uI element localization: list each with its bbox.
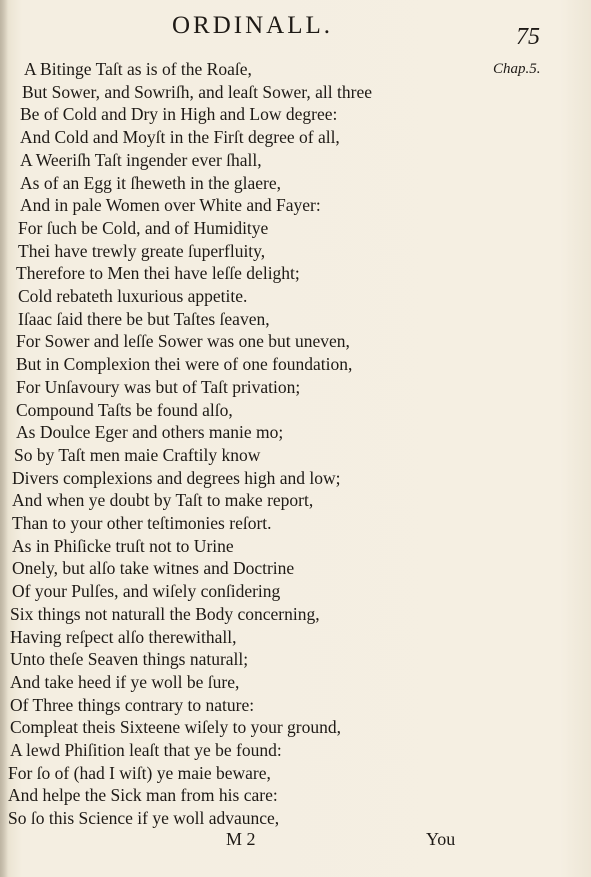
catchword: You	[426, 829, 456, 849]
verse-line: Compleat theis Sixteene wiſely to your ground,	[10, 717, 341, 738]
page-number: 75	[516, 24, 540, 50]
verse-line: Six things not naturall the Body concerning,	[10, 603, 320, 624]
verse-line: Of Three things contrary to nature:	[10, 694, 255, 715]
verse-line: But Sower, and Sowriſh, and leaſt Sower, all three	[22, 81, 372, 102]
verse-line: And take heed if ye woll be ſure,	[10, 671, 240, 692]
verse-line: And in pale Women over White and Fayer:	[20, 195, 321, 216]
gutter-shadow	[0, 0, 8, 877]
verse-line: For ſo of (had I wiſt) ye maie beware,	[8, 762, 271, 783]
verse-line: Than to your other teſtimonies reſort.	[12, 513, 272, 533]
verse-line: Be of Cold and Dry in High and Low degree:	[20, 104, 338, 125]
signature-mark: M 2	[226, 829, 256, 849]
verse-line: A Weeriſh Taſt ingender ever ſhall,	[20, 149, 262, 170]
verse-line: A Bitinge Taſt as is of the Roaſe,	[24, 59, 252, 79]
verse-line: For Unſavoury was but of Taſt privation;	[16, 376, 301, 397]
verse-line: Cold rebateth luxurious appetite.	[18, 286, 248, 306]
verse-line: As in Phiſicke truſt not to Urine	[12, 535, 234, 556]
verse-line: Therefore to Men thei have leſſe delight;	[16, 263, 300, 284]
verse-line: And helpe the Sick man from his care:	[8, 785, 278, 806]
verse-line: Thei have trewly greate ſuperfluity,	[18, 240, 266, 261]
verse-line: For Sower and leſſe Sower was one but uneven,	[16, 331, 350, 352]
verse-line: Having reſpect alſo therewithall,	[10, 626, 237, 647]
verse-line: Iſaac ſaid there be but Taſtes ſeaven,	[18, 308, 270, 329]
verse-line: As of an Egg it ſheweth in the glaere,	[20, 172, 281, 193]
verse-line: Compound Taſts be found alſo,	[16, 399, 233, 420]
verse-line: Unto theſe Seaven things naturall;	[10, 649, 249, 670]
verse-line: Onely, but alſo take witnes and Doctrine	[12, 558, 295, 579]
verse-line: So ſo this Science if ye woll advaunce,	[8, 808, 280, 829]
verse-line: But in Complexion thei were of one foundation,	[16, 354, 353, 375]
verse-line: Of your Pulſes, and wiſely conſidering	[12, 581, 281, 602]
verse-line: So by Taſt men maie Craftily know	[14, 444, 261, 465]
verse-line: Divers complexions and degrees high and low;	[12, 467, 341, 488]
verse-line: And Cold and Moyſt in the Firſt degree of all,	[20, 127, 340, 148]
verse-line: A lewd Phiſition leaſt that ye be found:	[10, 740, 282, 760]
verse-line: And when ye doubt by Taſt to make report,	[12, 490, 314, 511]
running-head: ORDINALL.	[172, 12, 334, 39]
verse-line: For ſuch be Cold, and of Humiditye	[18, 217, 269, 238]
verse-line: As Doulce Eger and others manie mo;	[16, 422, 284, 443]
chapter-marginal-note: Chap.5.	[493, 61, 541, 77]
